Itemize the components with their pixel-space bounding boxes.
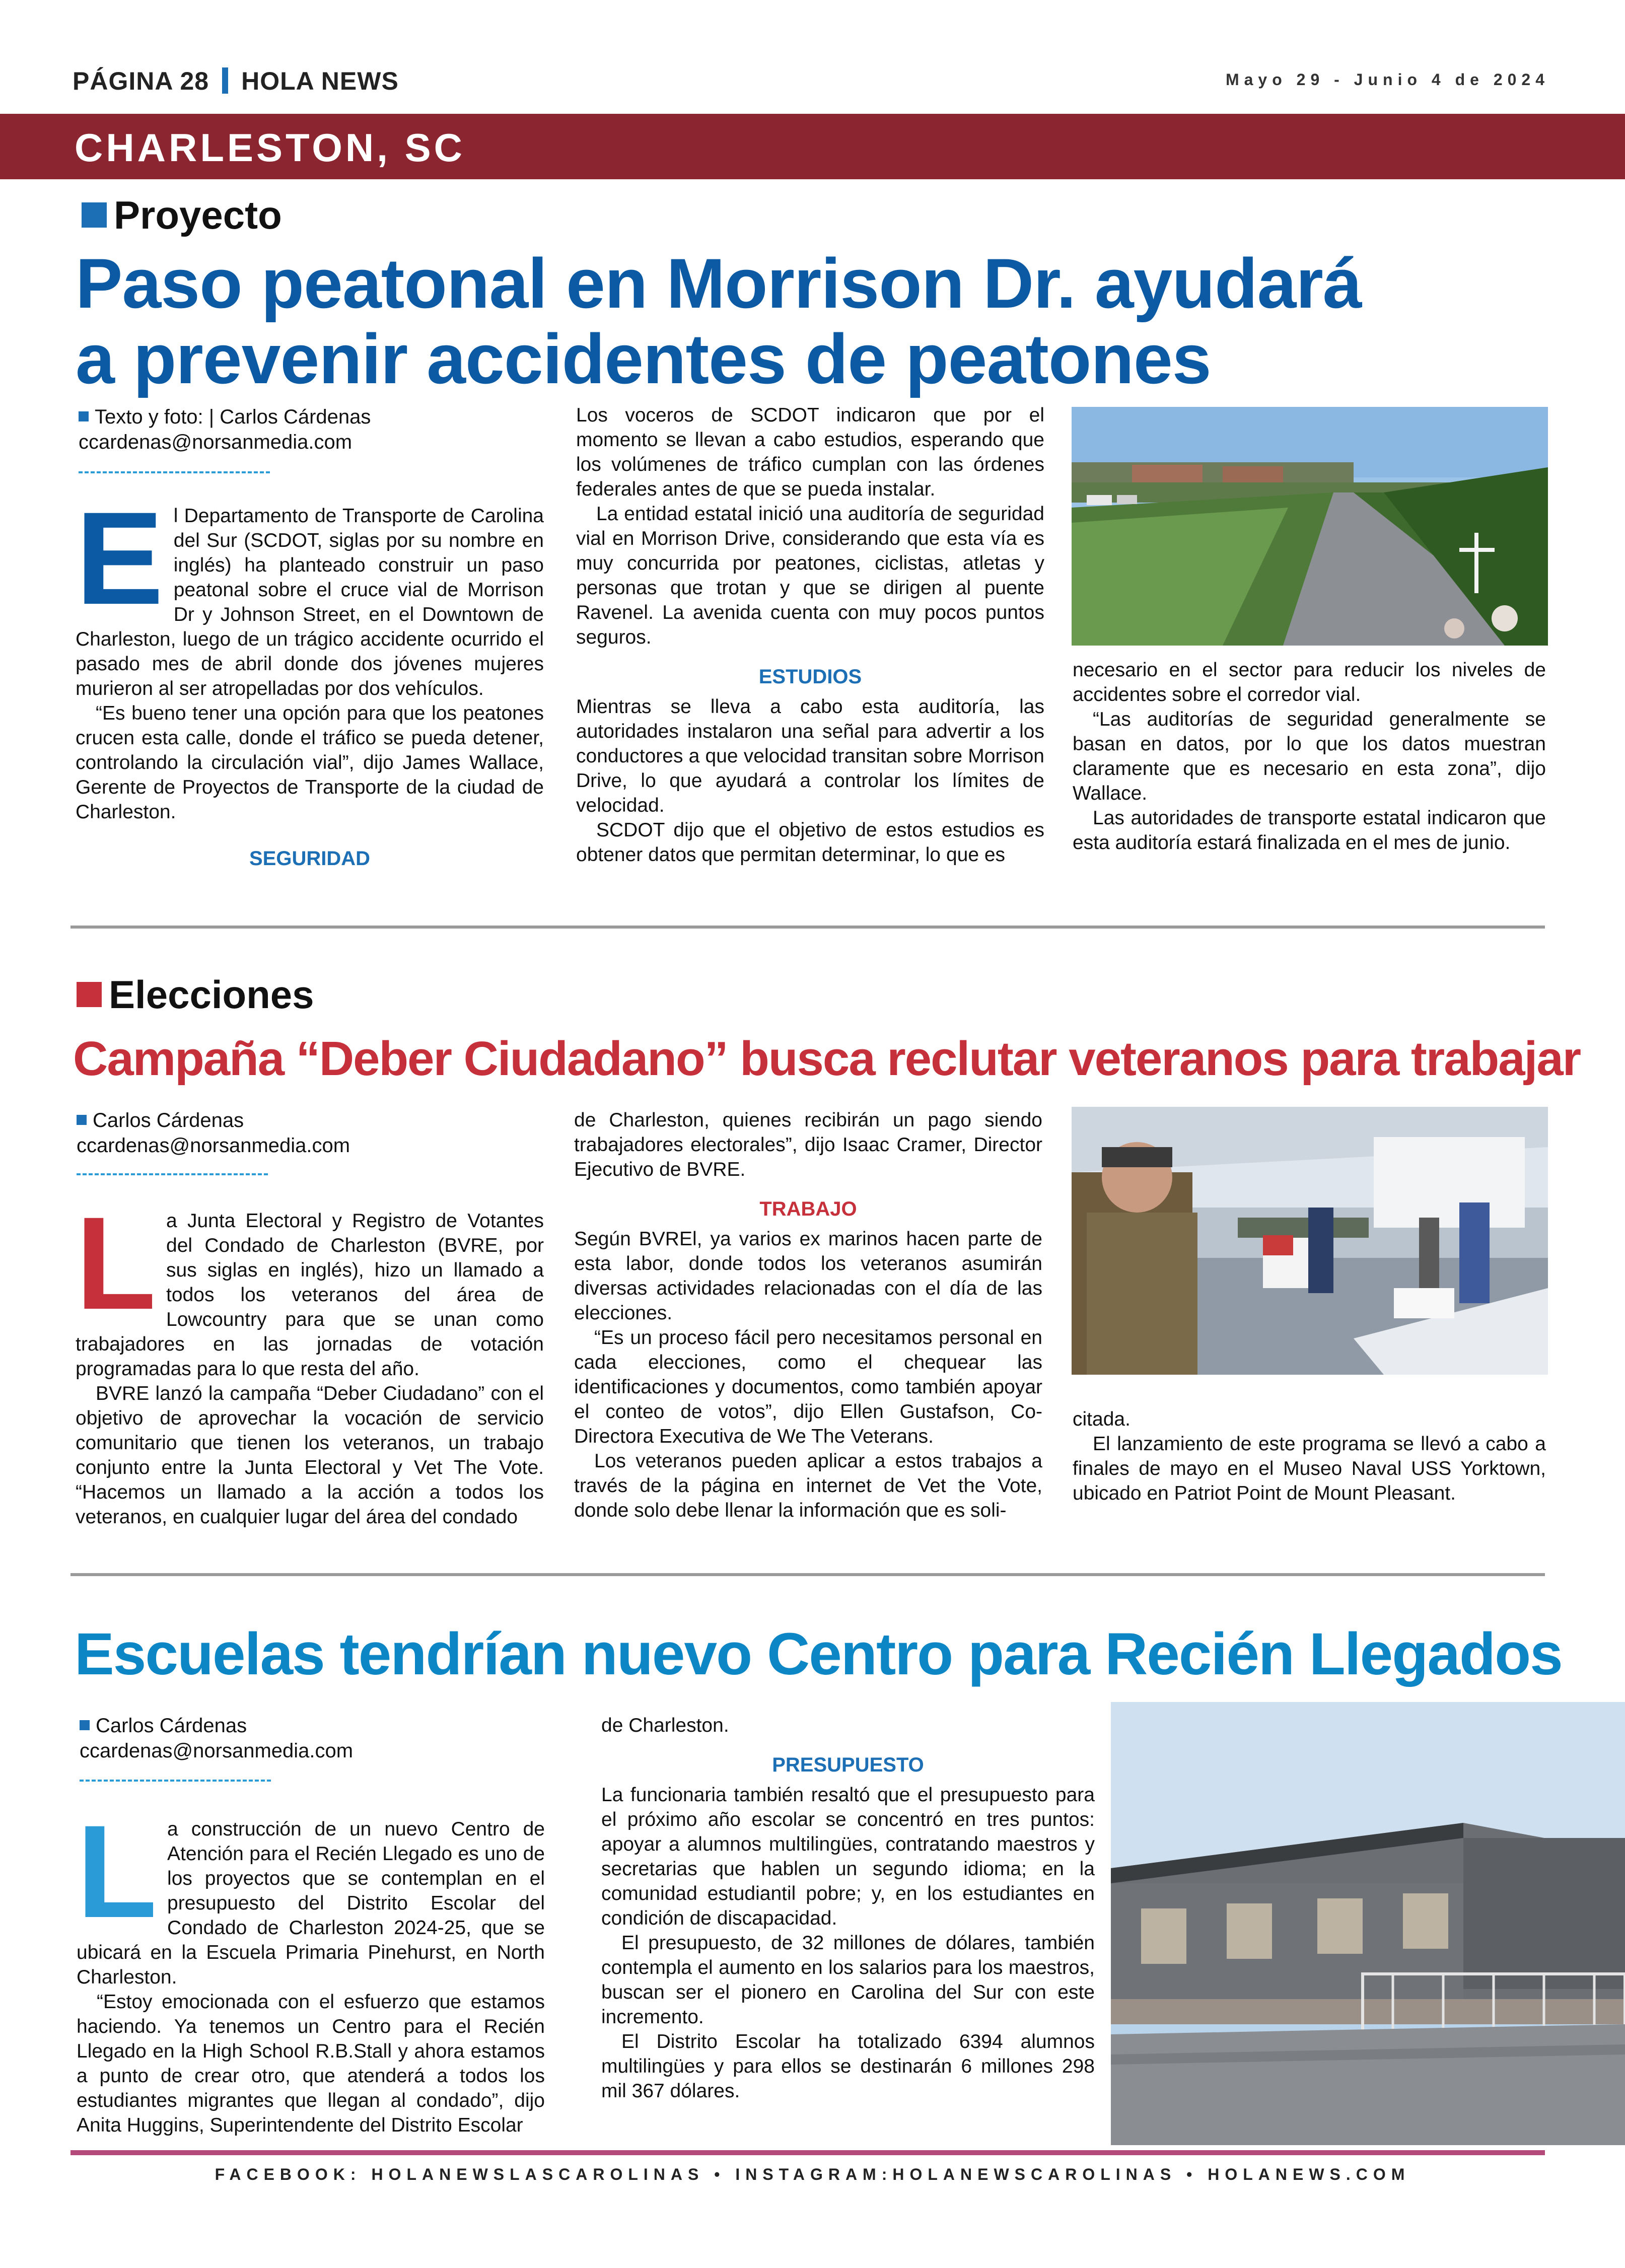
- article2-subhead-trabajo: TRABAJO: [759, 1198, 857, 1220]
- article2-byline: Carlos Cárdenas ccardenas@norsanmedia.com: [77, 1108, 530, 1158]
- article3-col2: de Charleston. PRESUPUESTO La funcionaria también resaltó que el presupuesto para el próximo año escolar se concentró en tres puntos: apoyar a alumnos multilingües, contratando maestros y secretarias que hablen un segundo idioma; en la comunidad estudiantil pobre; y, en los estudiantes en condición de discapacidad. El presupuesto, de 32 millones de dólares, también contempla el aumento en los salarios para los maestros, buscan ser el pionero en Carolina del Sur con este incremento. El Distrito Escolar ha totalizado 6394 alumnos multilingües y para ellos se destinarán 6 millones 298 mil 367 dólares.: [601, 1715, 1095, 2102]
- article2-title: Campaña “Deber Ciudadano” busca reclutar veteranos para trabajar: [73, 1032, 1581, 1086]
- section-divider-2: [70, 1573, 1545, 1576]
- article2-col2: de Charleston, quienes recibirán un pago siendo trabajadores electorales”, dijo Isaac Cramer, Director Ejecutivo de BVRE. TRABAJO Según BVREl, ya varios ex marinos hacen parte de esta labor, donde todos los veteranos asumirán diversas actividades relacionadas con el día de las elecciones. “Es un proceso fácil pero necesitamos personal en cada elecciones, como el chequear las identificaciones y documentos, como también apoyar el conteo de votos”, dijo Ellen Gustafson, Co-Directora Executiva de We The Veterans. Los veteranos pueden aplicar a estos trabajos a través de la página en internet de Vet the Vote, donde solo debe llenar la información que es soli-: [574, 1109, 1042, 1521]
- byline-divider: [80, 1780, 271, 1782]
- article1-title-line1: Paso peatonal en Morrison Dr. ayudará: [76, 244, 1362, 323]
- article1-email[interactable]: ccardenas@norsanmedia.com: [79, 431, 352, 453]
- article1-byline: Texto y foto: | Carlos Cárdenas ccardenas@norsanmedia.com: [79, 404, 532, 455]
- article3-col1: La construcción de un nuevo Centro de Atención para el Recién Llegado es uno de los proyectos que se contemplan en el presupuesto del Distrito Escolar del Condado de Charleston 2024-25, que se ubicará en la Escuela Primaria Pinehurst, en North Charleston. “Estoy emocionada con el esfuerzo que estamos haciendo. Ya tenemos un Centro para el Recién Llegado en la High School R.B.Stall y ahora estamos a punto de crear otro, que atenderá a todos los estudiantes migrantes que llegan al condado”, dijo Anita Huggins, Superintendente del Distrito Escolar: [77, 1798, 545, 2136]
- article1-title-line2: a prevenir accidentes de peatones: [76, 319, 1211, 398]
- section-divider-1: [70, 926, 1545, 929]
- article1-title: [76, 246, 1362, 397]
- article1-kicker: Proyecto: [82, 192, 282, 238]
- section-title: CHARLESTON, SC: [75, 125, 465, 170]
- article3-byline: Carlos Cárdenas ccardenas@norsanmedia.com: [80, 1713, 533, 1763]
- article3-dropcap: L: [77, 1798, 158, 1945]
- article1-photo-road: [1072, 407, 1548, 646]
- article1-subhead-estudios: ESTUDIOS: [758, 666, 862, 688]
- article2-kicker: Elecciones: [77, 972, 314, 1018]
- kicker-square-icon: [82, 202, 107, 228]
- article1-subhead-seguridad: SEGURIDAD: [249, 847, 371, 870]
- byline-divider: [79, 471, 270, 473]
- article1-col2: Los voceros de SCDOT indicaron que por el momento se llevan a cabo estudios, esperando que los volúmenes de tráfico cumplan con las órdenes federales antes de que se pueda instalar. La entidad estatal inició una auditoría de seguridad vial en Morrison Drive, considerando que esta vía es muy concurrida por peatones, ciclistas, atletas y personas que trotan y que se dirigen al puente Ravenel. La avenida cuenta con muy pocos puntos seguros. ESTUDIOS Mientras se lleva a cabo esta auditoría, las autoridades instalaron una señal para advertir a los conductores a que velocidad transitan sobre Morrison Drive, lo que ayudará a controlar los límites de velocidad. SCDOT dijo que el objetivo de estos estudios es obtener datos que permitan determinar, lo que es: [576, 404, 1044, 866]
- kicker-square-icon: [77, 982, 102, 1007]
- article3-photo-modular-building: [1111, 1702, 1625, 2145]
- byline-square-icon: [77, 1115, 87, 1125]
- article2-col1: La Junta Electoral y Registro de Votantes del Condado de Charleston (BVRE, por sus siglas en inglés), hizo un llamado a todos los veteranos del área de Lowcountry para que se unan como trabajadores en las jornadas de votación programadas para lo que resta del año. BVRE lanzó la campaña “Deber Ciudadano” con el objetivo de aprovechar la vocación de servicio comunitario que tienen los veteranos, un trabajo conjunto entre la Junta Electoral y Vet The Vote. “Hacemos un llamado a la acción a todos los veteranos, en cualquier lugar del área del condado: [76, 1189, 544, 1528]
- article3-title: Escuelas tendrían nuevo Centro para Recién Llegados: [75, 1621, 1562, 1687]
- article2-photo-veterans: [1072, 1107, 1548, 1375]
- article1-col3: necesario en el sector para reducir los niveles de accidentes sobre el corredor vial. “Las auditorías de seguridad generalmente se basan en datos, por lo que los datos muestran claramente que es necesario en esta zona”, dijo Wallace. Las autoridades de transporte estatal indicaron que esta auditoría estará finalizada en el mes de junio.: [1073, 659, 1546, 854]
- byline-square-icon: [80, 1720, 90, 1730]
- publication-name: HOLA NEWS: [241, 67, 399, 95]
- footer-social-links: FACEBOOK: HOLANEWSLASCAROLINAS • INSTAGRAM:HOLANEWSCAROLINAS • HOLANEWS.COM: [215, 2165, 1410, 2183]
- header-separator: [222, 67, 228, 94]
- article2-col3: citada. El lanzamiento de este programa se llevó a cabo a finales de mayo en el Museo Naval USS Yorktown, ubicado en Patriot Point de Mount Pleasant.: [1073, 1408, 1546, 1504]
- page-number: PÁGINA 28: [73, 67, 209, 95]
- article1-col1: El Departamento de Transporte de Carolina del Sur (SCDOT, siglas por su nombre en inglés) ha planteado construir un paso peatonal sobre el cruce vial de Morrison Dr y Johnson Street, en el Downtown de Charleston, luego de un trágico accidente ocurrido el pasado mes de abril donde dos jóvenes mujeres murieron al ser atropelladas por dos vehículos. “Es bueno tener una opción para que los peatones crucen esta calle, donde el tráfico se pueda detener, controlando la circulación vial”, dijo James Wallace, Gerente de Proyectos de Transporte de la ciudad de Charleston. SEGURIDAD: [76, 504, 544, 876]
- article2-email[interactable]: ccardenas@norsanmedia.com: [77, 1135, 350, 1157]
- footer-rule: [70, 2150, 1545, 2155]
- section-band: [0, 114, 1625, 179]
- article3-subhead-presupuesto: PRESUPUESTO: [772, 1754, 924, 1776]
- page-header: [73, 66, 399, 96]
- article3-email[interactable]: ccardenas@norsanmedia.com: [80, 1740, 354, 1762]
- article1-dropcap: E: [76, 484, 164, 632]
- article2-dropcap: L: [76, 1189, 157, 1337]
- issue-date: Mayo 29 - Junio 4 de 2024: [1225, 70, 1549, 89]
- byline-square-icon: [79, 411, 89, 421]
- byline-divider: [77, 1173, 268, 1175]
